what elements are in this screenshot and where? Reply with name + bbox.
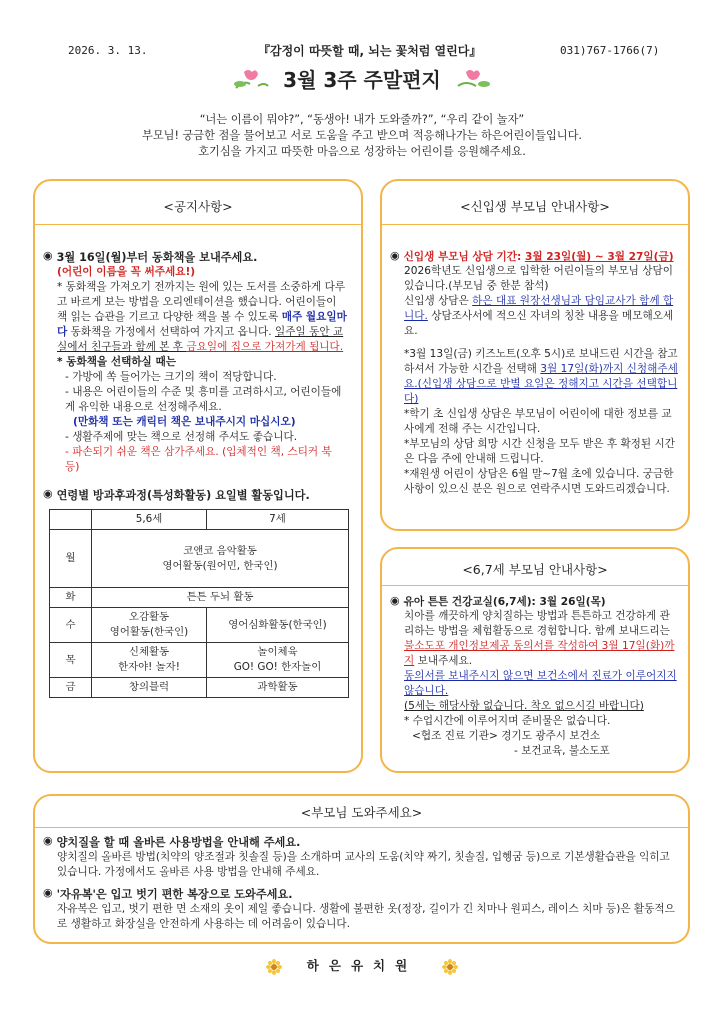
circle-dot-bullet-icon: ◉ [390, 594, 400, 607]
notice-choose-head: * 동화책을 선택하실 때는 [57, 356, 176, 368]
notice-box [33, 179, 363, 773]
kindergarten-name: 하은유치원 [306, 958, 418, 973]
letter-date: 2026. 3. 13. [68, 44, 148, 57]
intro-line-1: “너는 이름이 뭐야?”, “동생아! 내가 도와줄까?”, “우리 같이 놀자” [199, 113, 525, 126]
circle-dot-bullet-icon: ◉ [43, 487, 53, 500]
age67-p2: 동의서를 보내주시지 않으면 보건소에서 진료가 이루어지지 않습니다. [404, 670, 677, 697]
circle-dot-bullet-icon: ◉ [390, 249, 400, 262]
newcomer-note-1: *3월 13일(금) 키즈노트(오후 5시)로 보내드린 시간을 참고하셔서 가능한 시간을 선택해 3월 17일(화)까지 신청해주세요.(신입생 상담으로 반별 요일은 정해지고 시간을 선택합니다) [404, 348, 678, 405]
slogan: 『감정이 따뜻할 때, 뇌는 꽃처럼 열린다』 [258, 44, 482, 58]
newcomer-p2: 신입생 상담은 하은 대표 원장선생님과 담임교사가 함께 합니다. 상담조사서에 적으신 자녀의 칭찬 내용을 메모해오세요. [404, 295, 674, 337]
notice-choose-1: - 가방에 쏙 들어가는 크기의 책이 적당합니다. [65, 371, 277, 383]
age67-note-1: * 수업시간에 이루어지며 준비물은 없습니다. [404, 715, 611, 727]
notice-choose-3: (만화책 또는 캐릭터 책은 보내주시지 마십시오) [73, 416, 296, 428]
col-header-56: 5,6세 [92, 510, 207, 530]
help-p2: 자유복은 입고, 벗기 편한 면 소재의 옷이 제일 좋습니다. 생활에 불편한 옷(정장, 길이가 긴 치마나 원피스, 레이스 치마 등)은 활동적으로 생활하고 화장실을 안전하게 사용하는 데 어려움이 있습니다. [57, 903, 675, 930]
sunflower-icon [442, 959, 458, 975]
help-h2: '자유복'은 입고 벗기 편한 복장으로 도와주세요. [56, 888, 293, 901]
notice-s1-sub: (어린이 이름을 꼭 써주세요!) [57, 266, 196, 278]
table-row: 월 코앤코 음악활동 영어활동(원어민, 한국인) [50, 530, 349, 588]
notice-s1-paragraph: * 동화책을 가져오기 전까지는 원에 있는 도서를 소중하게 다루고 바르게 보는 방법을 오리엔테이션을 했습니다. 어린이들이 책 읽는 습관을 기르고 다양한 책을 볼 수 있도록 매주 월요일마다 동화책을 가정에서 선택하여 가지고 옵니다. 일주일 동안 교실에서 친구들과 함께 본 후 금요일에 집으로 가져가게 됩니다. [57, 281, 347, 353]
newcomer-note-4: *재원생 어린이 상담은 6월 말~7월 초에 있습니다. 궁금한 사항이 있으신 분은 원으로 연락주시면 도와드리겠습니다. [404, 468, 674, 495]
age67-p3: (5세는 해당사항 없습니다. 착오 없으시길 바랍니다) [404, 700, 644, 712]
age67-box [380, 547, 690, 773]
newcomer-p1: 2026학년도 신입생으로 입학한 어린이들의 부모님 상담이 있습니다.(부모님 중 한분 참석) [404, 265, 673, 292]
circle-dot-bullet-icon: ◉ [43, 834, 53, 847]
newcomer-note-2: *학기 초 신입생 상담은 부모님이 어린이에 대한 정보를 교사에게 전해 주는 시간입니다. [404, 408, 672, 435]
page-title: 3월 3주 주말편지 [283, 68, 441, 92]
title-row [0, 64, 724, 93]
age67-note-3: - 보건교육, 불소도포 [514, 745, 610, 757]
footer [0, 956, 724, 975]
intro-line-2: 부모님! 궁금한 점을 물어보고 서로 도움을 주고 받으며 적응해나가는 하은어린이들입니다. [142, 129, 582, 142]
table-row: 금 창의블럭 과학활동 [50, 678, 349, 698]
newcomer-note-3: *부모님의 상담 희망 시간 신청을 모두 받은 후 확정된 시간은 다음 주에 안내해 드립니다. [404, 438, 675, 465]
notice-choose-2: - 내용은 어린이들의 수준 및 흥미를 고려하시고, 어린이들에게 유익한 내용으로 선정해주세요. [65, 386, 342, 413]
table-row: 목 신체활동 한자야! 놀자! 놀이체육 GO! GO! 한자놀이 [50, 643, 349, 678]
table-row [50, 510, 349, 530]
sunflower-icon [266, 959, 282, 975]
age67-p1: 치아를 깨끗하게 양치질하는 방법과 튼튼하고 건강하게 관리하는 방법을 체험활동으로 경험합니다. 함께 보내드리는 불소도포 개인정보제공 동의서를 작성하여 3월 17일(화)까지 보내주세요. [404, 610, 675, 667]
table-row: 수 오감활동 영어활동(한국인) 영어심화활동(한국인) [50, 608, 349, 643]
help-box [33, 794, 690, 944]
table-row: 화 튼튼 두뇌 활동 [50, 588, 349, 608]
phone-number: 031)767-1766(7) [560, 44, 660, 57]
notice-title: <공지사항> [163, 199, 233, 214]
schedule-table [49, 509, 349, 698]
tulip-icon [230, 66, 270, 92]
notice-s2-head: 연령별 방과후과정(특성화활동) 요일별 활동입니다. [56, 489, 310, 502]
newcomer-title: <신입생 부모님 안내사항> [460, 199, 610, 214]
circle-dot-bullet-icon: ◉ [43, 249, 53, 262]
intro-text [40, 112, 684, 160]
intro-line-3: 호기심을 가지고 따뜻한 마음으로 성장하는 어린이를 응원해주세요. [198, 145, 526, 158]
help-p1: 양치질의 올바른 방법(치약의 양조절과 칫솔질 등)을 소개하며 교사의 도움(치약 짜기, 칫솔질, 입헹굼 등)으로 기본생활습관을 익히고 있습니다. 가정에서도 올바른 사용 방법을 안내해 주세요. [57, 851, 670, 878]
age67-title: <6,7세 부모님 안내사항> [462, 562, 608, 577]
newcomer-box: <신입생 부모님 안내사항> ◉ 신입생 부모님 상담 기간: 3월 23일(월) ~ 3월 27일(금) 2026학년도 신입생으로 입학한 어린이들의 부모님 상담이 있습니다.(부모님 중 한분 참석) 신입생 상담은 하은 대표 원장선생님과 담임교사가 함께 합니다. 상담조사서에 적으신 자녀의 칭찬 내용을 메모해오세요. *3월 13일(금) 키즈노트(오후 5시)로 보내드린 시간을 참고하셔서 가능한 시간을 선택해 3월 17일(화)까지 신청해주세요.(신입생 상담으로 반별 요일은 정해지고 시간을 선택합니다) *학기 초 신입생 상담은 부모님이 어린이에 대한 정보를 교사에게 전해 주는 시간입니다. *부모님의 상담 희망 시간 신청을 모두 받은 후 확정된 시간은 다음 주에 안내해 드립니다. *재원생 어린이 상담은 6월 말~7월 초에 있습니다. 궁금한 사항이 있으신 분은 원으로 연락주시면 도와드리겠습니다. [380, 179, 690, 531]
notice-choose-4: - 생활주제에 맞는 책으로 선정해 주셔도 좋습니다. [65, 431, 298, 443]
notice-choose-5: - 파손되기 쉬운 책은 삼가주세요. (입체적인 책, 스티커 북 등) [65, 446, 332, 473]
age67-head: 유아 튼튼 건강교실(6,7세): 3월 26일(목) [403, 596, 606, 608]
age67-note-2: <협조 진료 기관> 경기도 광주시 보건소 [412, 730, 601, 742]
circle-dot-bullet-icon: ◉ [43, 886, 53, 899]
col-header-7: 7세 [206, 510, 348, 530]
tulip-icon [454, 66, 494, 92]
help-h1: 양치질을 할 때 올바른 사용방법을 안내해 주세요. [56, 836, 301, 849]
notice-s1-head: 3월 16일(월)부터 동화책을 보내주세요. [56, 251, 258, 264]
help-title: <부모님 도와주세요> [300, 805, 423, 820]
